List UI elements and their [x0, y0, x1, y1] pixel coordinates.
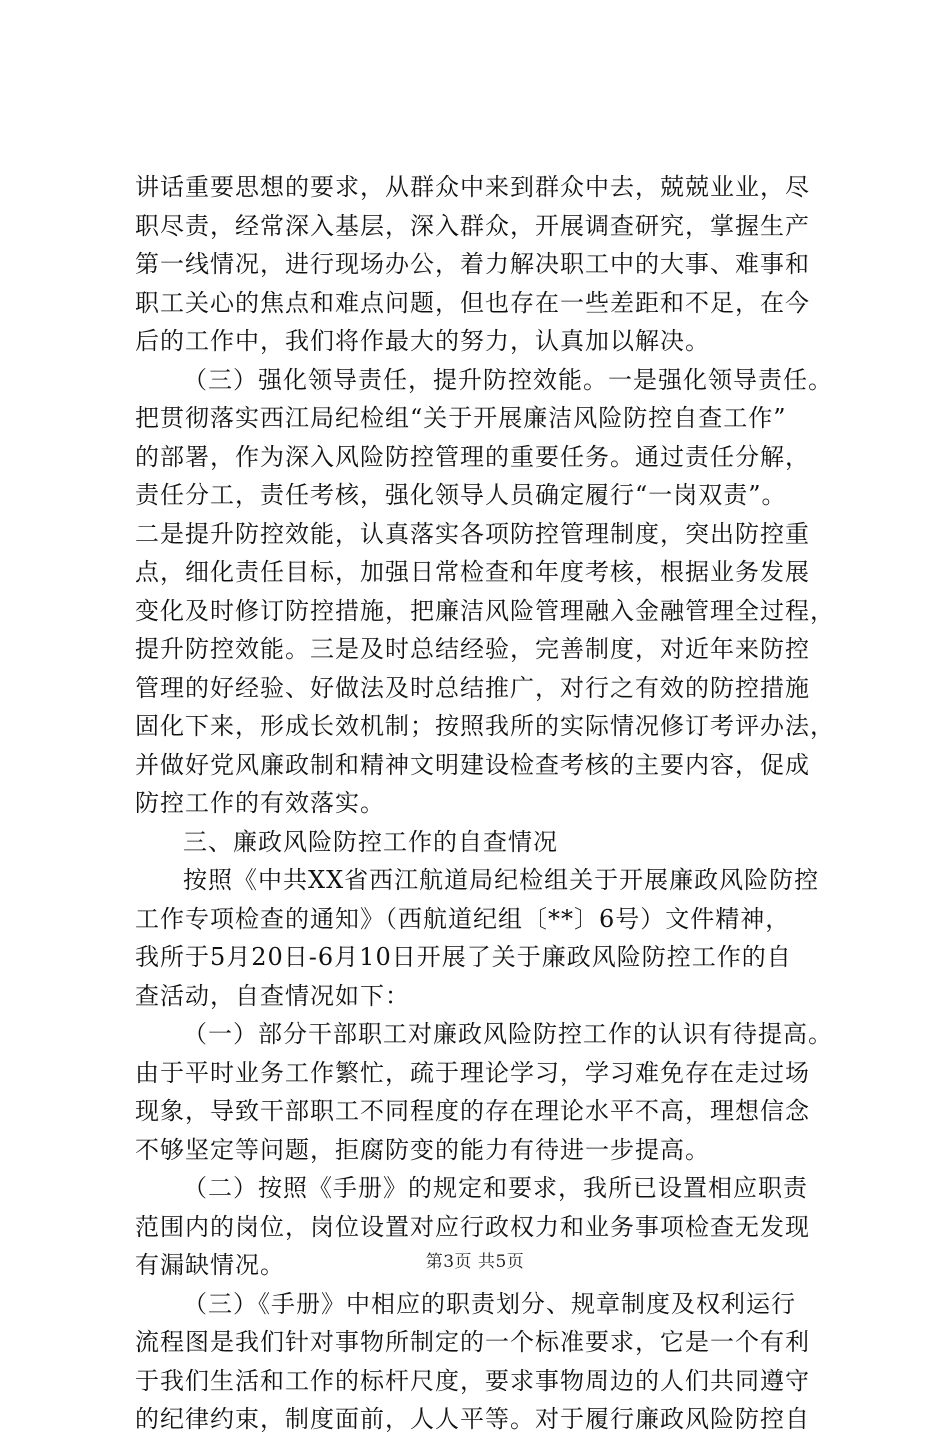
text-line: 范围内的岗位，岗位设置对应行政权力和业务事项检查无发现	[135, 1212, 810, 1241]
paragraph-start-line: 按照《中共XX省西江航道局纪检组关于开展廉政风险防控	[183, 866, 820, 894]
text-line: 点，细化责任目标，加强日常检查和年度考核，根据业务发展	[135, 558, 810, 586]
text-line: 管理的好经验、好做法及时总结推广，对行之有效的防控措施	[135, 673, 810, 702]
text-line: 提升防控效能。三是及时总结经验，完善制度，对近年来防控	[135, 635, 810, 663]
page-number-footer: 第3页 共5页	[425, 1252, 525, 1272]
text-line: 变化及时修订防控措施，把廉洁风险管理融入金融管理全过程，	[135, 596, 835, 625]
text-line: 职尽责，经常深入基层，深入群众，开展调查研究，掌握生产	[135, 211, 810, 240]
text-line: 现象，导致干部职工不同程度的存在理论水平不高，理想信念	[135, 1097, 810, 1125]
text-line: 流程图是我们针对事物所制定的一个标准要求，它是一个有利	[135, 1328, 810, 1356]
text-line: 讲话重要思想的要求，从群众中来到群众中去，兢兢业业，尽	[135, 173, 810, 201]
text-line: 工作专项检查的通知》（西航道纪组〔**〕6号）文件精神，	[135, 904, 791, 933]
text-line: 的部署，作为深入风险防控管理的重要任务。通过责任分解，	[135, 442, 810, 471]
text-line: 职工关心的焦点和难点问题，但也存在一些差距和不足，在今	[135, 288, 810, 317]
text-line: 防控工作的有效落实。	[135, 789, 385, 817]
text-line: 责任分工，责任考核，强化领导人员确定履行“一岗双责”。	[135, 481, 787, 509]
text-line: 第一线情况，进行现场办公，着力解决职工中的大事、难事和	[135, 250, 810, 278]
paragraph-start-line: （三）《手册》中相应的职责划分、规章制度及权利运行	[183, 1289, 796, 1318]
text-line: 有漏缺情况。	[135, 1251, 285, 1279]
text-line: 固化下来，形成长效机制；按照我所的实际情况修订考评办法，	[135, 712, 835, 740]
paragraph-start-line: （二）按照《手册》的规定和要求，我所已设置相应职责	[183, 1174, 808, 1202]
text-line: 后的工作中，我们将作最大的努力，认真加以解决。	[135, 327, 710, 355]
section-heading: 三、廉政风险防控工作的自查情况	[183, 827, 558, 856]
text-line: 于我们生活和工作的标杆尺度，要求事物周边的人们共同遵守	[135, 1366, 810, 1395]
paragraph-start-line: （一）部分干部职工对廉政风险防控工作的认识有待提高。	[183, 1020, 833, 1048]
text-line: 我所于5月20日-6月10日开展了关于廉政风险防控工作的自	[135, 943, 792, 971]
text-line: 的纪律约束，制度面前，人人平等。对于履行廉政风险防控自	[135, 1405, 810, 1433]
text-line: 不够坚定等问题，拒腐防变的能力有待进一步提高。	[135, 1135, 710, 1164]
text-line: 把贯彻落实西江局纪检组“关于开展廉洁风险防控自查工作”	[135, 404, 787, 432]
text-line: 二是提升防控效能，认真落实各项防控管理制度，突出防控重	[135, 519, 810, 548]
text-line: 查活动，自查情况如下：	[135, 981, 410, 1010]
text-line: 并做好党风廉政制和精神文明建设检查考核的主要内容，促成	[135, 750, 810, 779]
paragraph-start-line: （三）强化领导责任，提升防控效能。一是强化领导责任。	[183, 365, 833, 394]
text-line: 由于平时业务工作繁忙，疏于理论学习，学习难免存在走过场	[135, 1058, 810, 1087]
